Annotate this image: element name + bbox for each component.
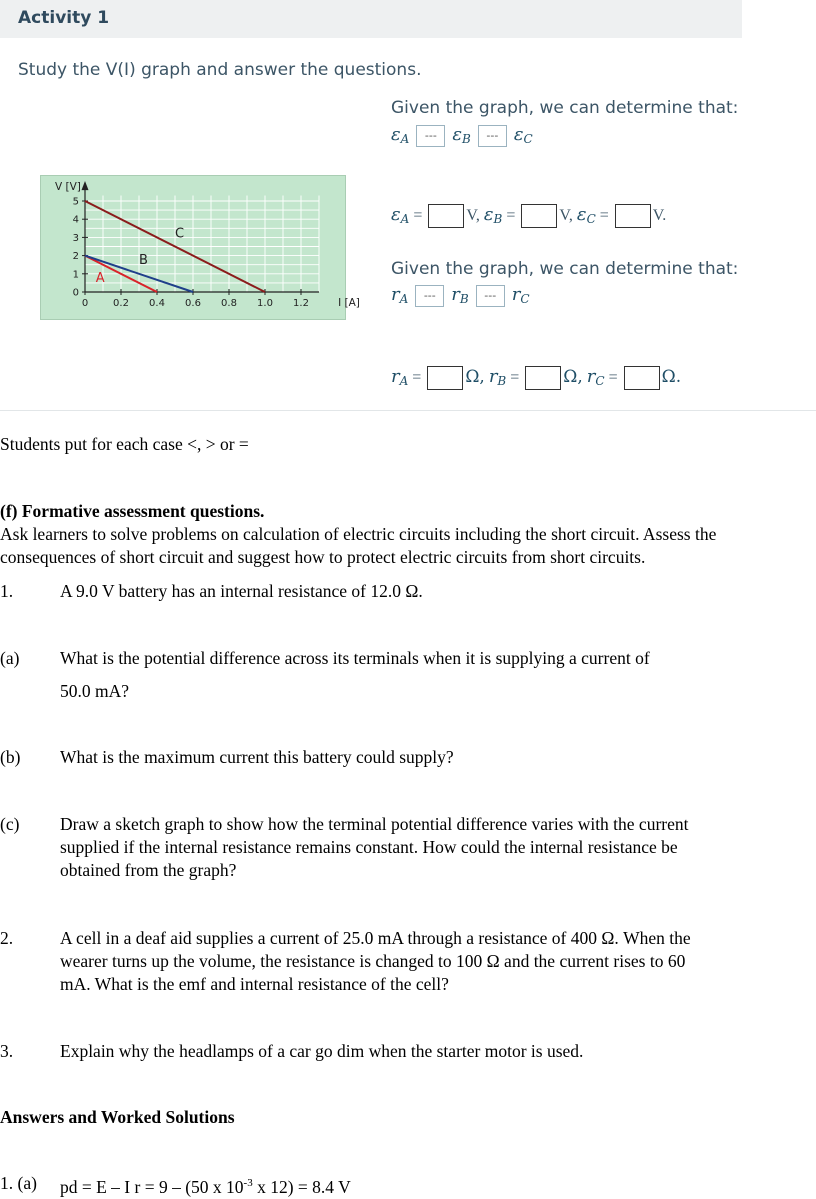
r-b-symbol: $r_B$ xyxy=(451,284,469,306)
question-1c xyxy=(0,813,816,883)
question-text-line2: 50.0 mA? xyxy=(60,681,130,701)
y-tick-label: 5 xyxy=(72,196,79,208)
activity-instruction: Study the V(I) graph and answer the questions. xyxy=(18,60,422,80)
question-number: (c) xyxy=(0,814,20,834)
x-axis-label: I [A] xyxy=(338,297,360,309)
question-number: 2. xyxy=(0,928,14,948)
emf-ab-compare-box[interactable]: --- xyxy=(416,125,445,147)
y-tick-label: 3 xyxy=(72,232,79,244)
r-c-label: $r_C$ xyxy=(586,366,605,388)
y-tick-label: 1 xyxy=(72,269,79,281)
vi-graph-svg xyxy=(41,176,360,319)
question-1b xyxy=(0,746,816,769)
emf-a-symbol: $\varepsilon_A$ xyxy=(391,124,410,146)
r-comparison-row xyxy=(391,284,530,307)
x-tick-label: 0 xyxy=(81,298,89,309)
equals-sign: = xyxy=(506,207,516,224)
emf-b-input[interactable] xyxy=(521,204,557,228)
r-c-symbol: $r_C$ xyxy=(511,284,530,306)
emf-b-label: $\varepsilon_B$ xyxy=(483,204,503,226)
question-number: (a) xyxy=(0,648,20,668)
r-b-unit: Ω, xyxy=(563,367,583,387)
question-text-line1: Draw a sketch graph to show how the terminal potential difference varies with the current xyxy=(60,814,689,834)
formative-intro-line1: Ask learners to solve problems on calculation of electric circuits including the short circuit. Assess the xyxy=(0,524,717,544)
r-c-unit: Ω. xyxy=(661,367,682,387)
r-b-input[interactable] xyxy=(525,366,561,390)
x-tick-label: 1.0 xyxy=(257,298,273,309)
formative-heading: (f) Formative assessment questions. xyxy=(0,501,265,521)
question-text-line3: mA. What is the emf and internal resistance of the cell? xyxy=(60,974,449,994)
emf-b-symbol: $\varepsilon_B$ xyxy=(452,124,471,146)
emf-values-row xyxy=(391,204,666,228)
section-divider xyxy=(0,410,816,411)
question-text-line2: supplied if the internal resistance remains constant. How could the internal resistance be xyxy=(60,837,678,857)
series-label-a: A xyxy=(95,270,105,286)
answer-1a xyxy=(0,1172,816,1195)
emf-a-input[interactable] xyxy=(428,204,464,228)
series-label-b: B xyxy=(139,252,148,268)
question-1 xyxy=(0,580,816,603)
emf-b-unit: V, xyxy=(559,207,573,224)
x-tick-label: 0.8 xyxy=(221,298,237,309)
emf-c-input[interactable] xyxy=(615,204,651,228)
activity-title: Activity 1 xyxy=(18,8,110,28)
r-bc-compare-box[interactable]: --- xyxy=(476,285,505,307)
equals-sign: = xyxy=(510,369,520,386)
activity-header xyxy=(0,0,742,38)
answer-text-pre: pd = E – I r = 9 – (50 x 10 xyxy=(60,1176,244,1197)
question-number: (b) xyxy=(0,747,21,767)
answer-number: 1. (a) xyxy=(0,1173,37,1193)
r-ab-compare-box[interactable]: --- xyxy=(415,285,444,307)
series-label-c: C xyxy=(175,226,185,242)
r-b-label: $r_B$ xyxy=(488,366,507,388)
question-text: A 9.0 V battery has an internal resistance of 12.0 Ω. xyxy=(60,581,423,601)
r-a-symbol: $r_A$ xyxy=(391,284,409,306)
r-c-input[interactable] xyxy=(624,366,660,390)
emf-intro: Given the graph, we can determine that: xyxy=(391,98,739,118)
equals-sign: = xyxy=(412,369,422,386)
question-text-line1: A cell in a deaf aid supplies a current of 25.0 mA through a resistance of 400 Ω. When the xyxy=(60,928,691,948)
emf-c-unit: V. xyxy=(652,207,667,224)
equals-sign: = xyxy=(599,207,609,224)
question-text-line3: obtained from the graph? xyxy=(60,860,237,880)
r-values-row xyxy=(391,366,681,390)
y-tick-label: 2 xyxy=(72,251,79,263)
y-tick-label: 4 xyxy=(72,214,79,226)
r-intro: Given the graph, we can determine that: xyxy=(391,259,739,279)
y-axis-arrow xyxy=(82,181,89,190)
question-3 xyxy=(0,1040,816,1063)
answer-text-post: x 12) = 8.4 V xyxy=(252,1176,351,1197)
question-text-line2: wearer turns up the volume, the resistance is changed to 100 Ω and the current rises to 60 xyxy=(60,951,686,971)
r-a-input[interactable] xyxy=(427,366,463,390)
equals-sign: = xyxy=(413,207,423,224)
y-axis-label: V [V] xyxy=(55,181,81,194)
answer-text xyxy=(60,1172,351,1199)
question-number: 1. xyxy=(0,581,14,601)
x-tick-label: 0.4 xyxy=(149,298,165,309)
question-1a xyxy=(0,647,816,703)
emf-a-label: $\varepsilon_A$ xyxy=(391,204,410,226)
x-tick-label: 0.2 xyxy=(113,298,129,309)
emf-bc-compare-box[interactable]: --- xyxy=(478,125,507,147)
equals-sign: = xyxy=(608,369,618,386)
x-tick-label: 0.6 xyxy=(185,298,201,309)
question-text: Explain why the headlamps of a car go dim when the starter motor is used. xyxy=(60,1041,584,1061)
y-tick-label: 0 xyxy=(72,287,79,299)
x-tick-label: 1.2 xyxy=(293,298,309,309)
emf-c-label: $\varepsilon_C$ xyxy=(576,204,596,226)
emf-comparison-row xyxy=(391,124,533,147)
formative-intro-line2: consequences of short circuit and suggest how to protect electric circuits from short circuits. xyxy=(0,547,646,567)
students-note: Students put for each case <, > or = xyxy=(0,434,249,454)
r-a-unit: Ω, xyxy=(465,367,485,387)
question-text-line1: What is the potential difference across its terminals when it is supplying a current of xyxy=(60,648,650,668)
question-number: 3. xyxy=(0,1041,14,1061)
emf-a-unit: V, xyxy=(466,207,480,224)
answers-heading: Answers and Worked Solutions xyxy=(0,1107,235,1127)
vi-graph xyxy=(40,175,360,320)
question-text: What is the maximum current this battery could supply? xyxy=(60,747,454,767)
r-a-label: $r_A$ xyxy=(391,366,409,388)
answer-exponent: -3 xyxy=(243,1177,253,1189)
question-2 xyxy=(0,927,816,997)
emf-c-symbol: $\varepsilon_C$ xyxy=(513,124,533,146)
